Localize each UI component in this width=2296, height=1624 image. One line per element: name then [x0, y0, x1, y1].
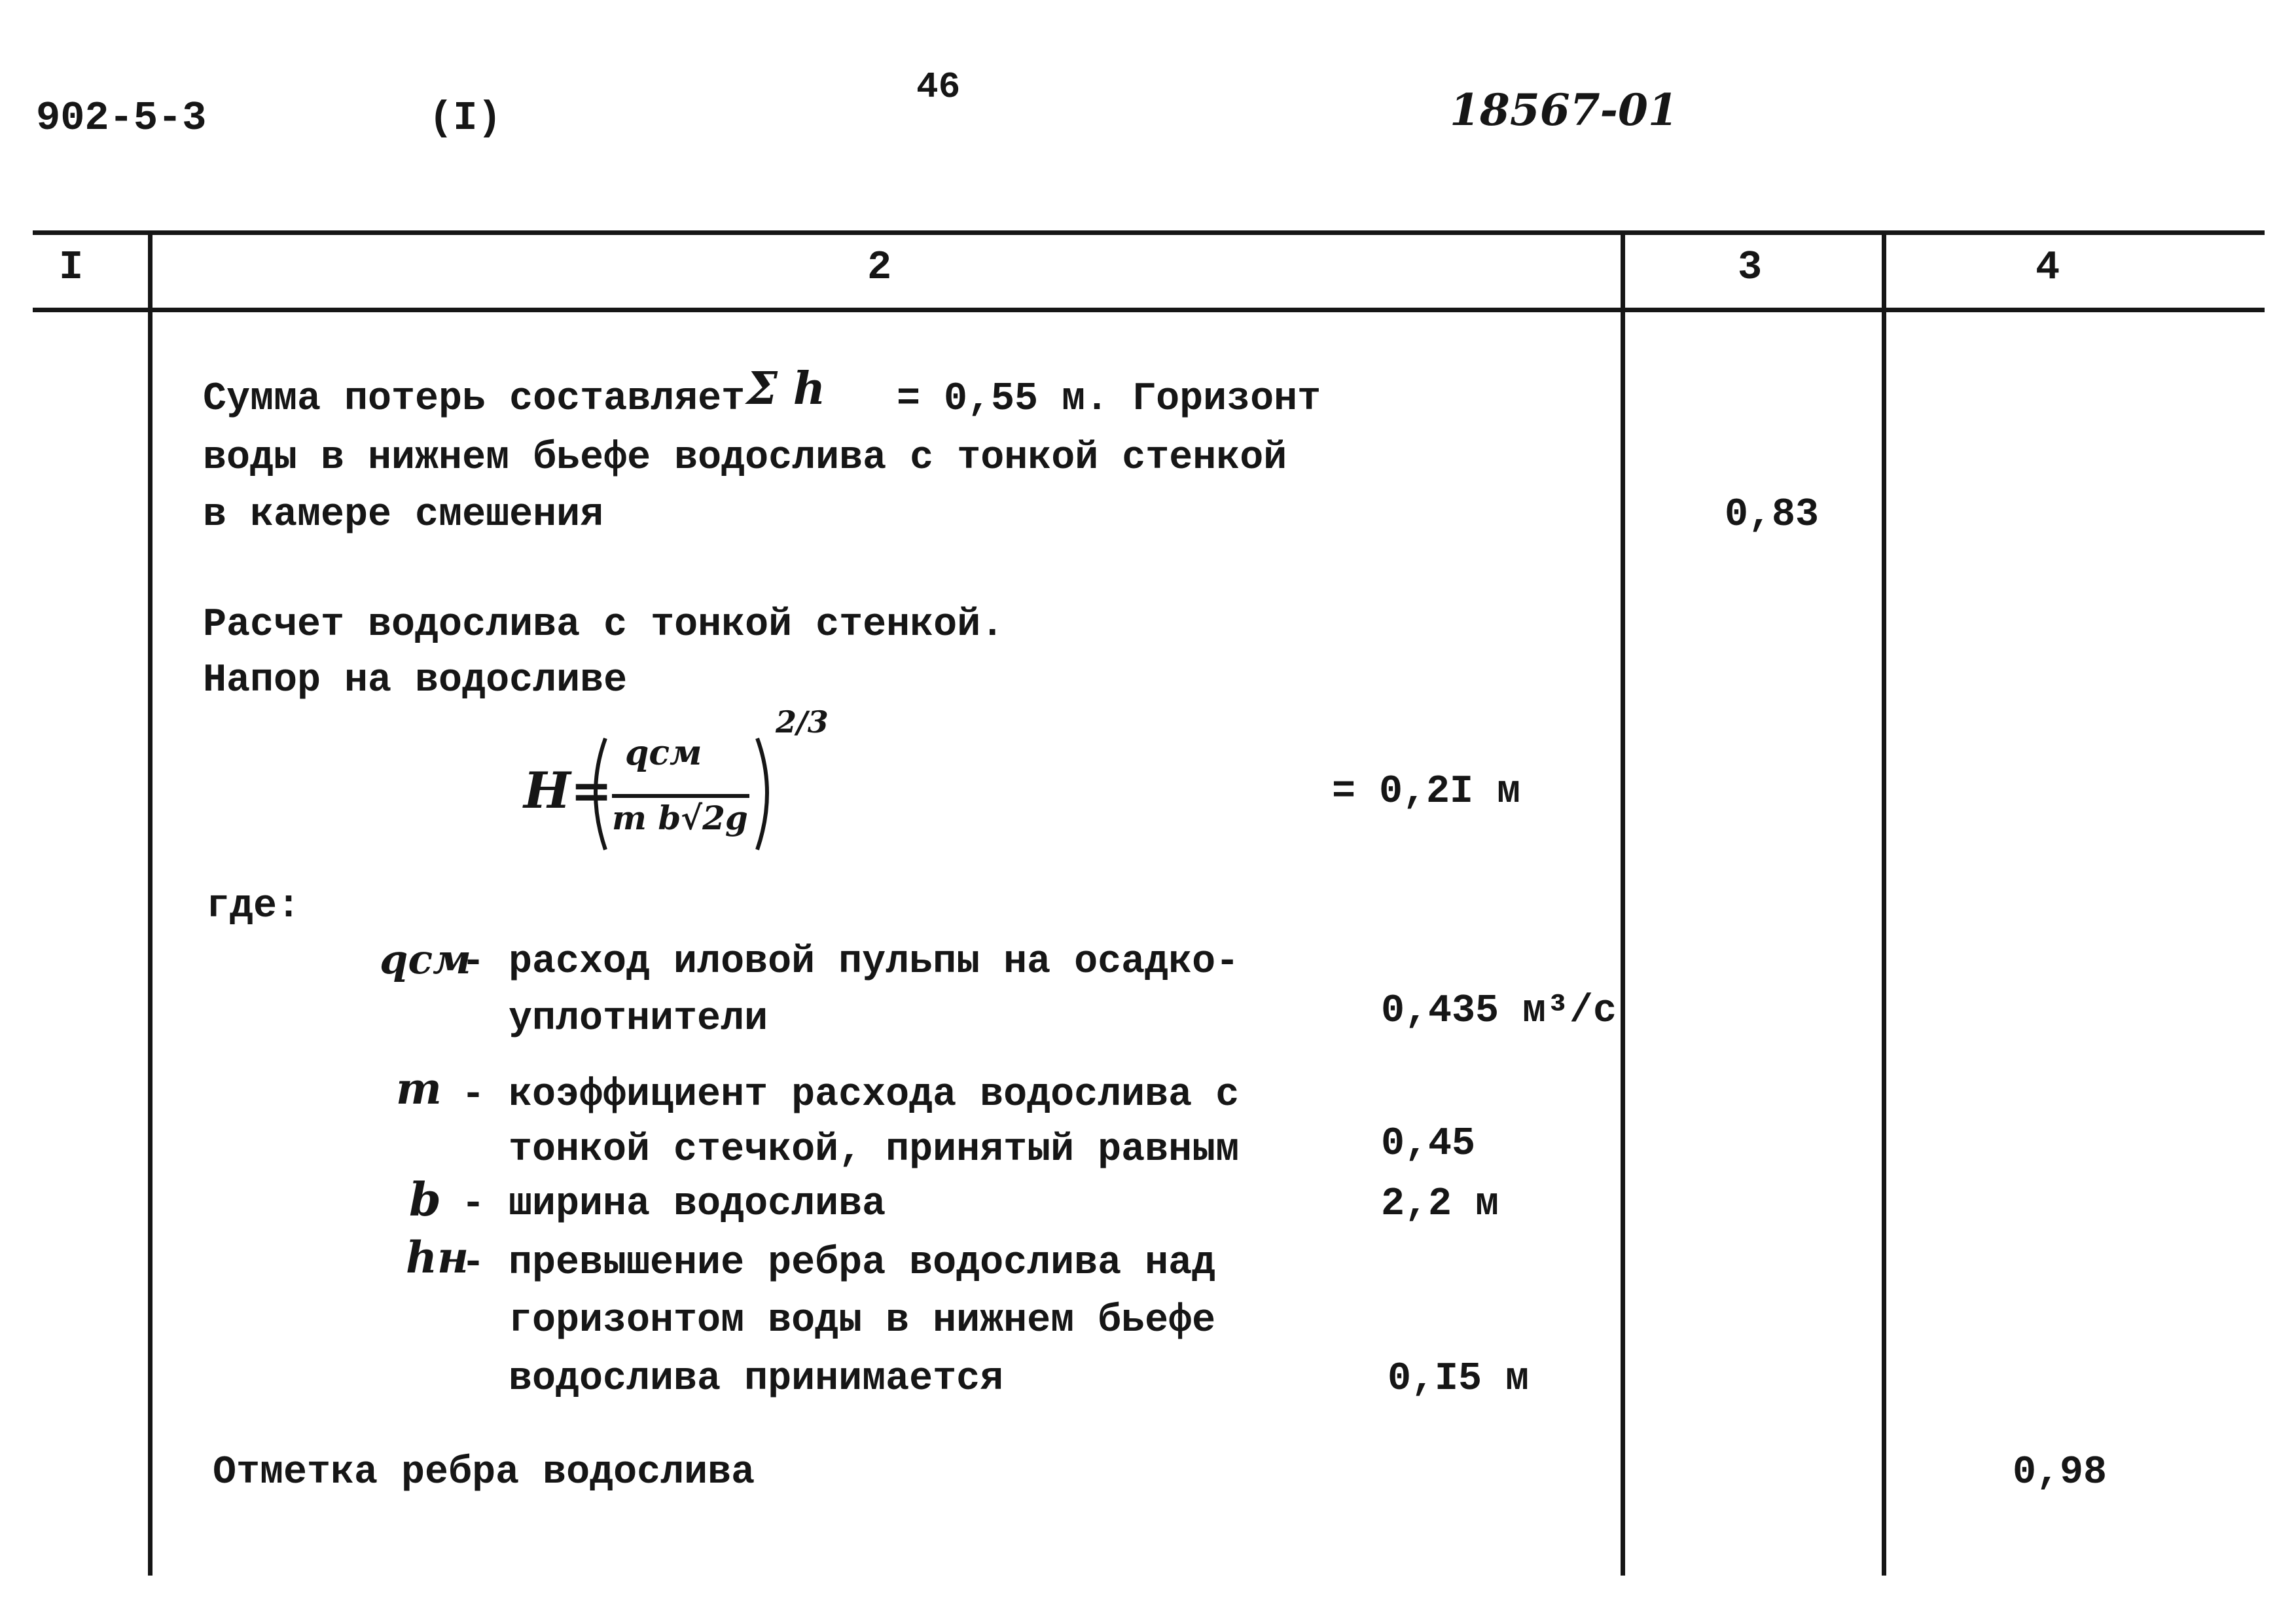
- sum-h-symbol: Σ h: [746, 363, 826, 415]
- symbol-b: b: [409, 1172, 441, 1227]
- where-label: где:: [206, 884, 301, 929]
- column-header-2: 2: [867, 244, 892, 291]
- loss-sum-suffix: = 0,55 м. Горизонт: [897, 377, 1321, 422]
- definition-q-line-2: уплотнители: [461, 997, 768, 1041]
- definition-b-value: 2,2 м: [1381, 1182, 1499, 1227]
- formula-exponent: 2/3: [776, 704, 829, 740]
- downstream-level-value: 0,83: [1725, 493, 1820, 537]
- loss-sum-prefix: Сумма потерь составляет: [203, 377, 745, 422]
- weir-head-label: Напор на водосливе: [203, 659, 628, 703]
- definition-h-line-1: - превышение ребра водослива над: [461, 1241, 1216, 1286]
- crest-mark-value: 0,98: [2013, 1451, 2108, 1495]
- definition-m-value: 0,45: [1381, 1122, 1476, 1166]
- column-divider-3: [1882, 230, 1886, 1576]
- document-code: 902-5-3: [36, 95, 207, 141]
- formula-result: = 0,2I м: [1332, 770, 1521, 814]
- archive-number: 18567-01: [1450, 84, 1678, 135]
- definition-h-value: 0,I5 м: [1388, 1357, 1530, 1401]
- loss-sum-line-2: воды в нижнем бьефе водослива с тонкой стенкой: [203, 436, 1287, 480]
- definition-h-line-2: горизонтом воды в нижнем бьефе: [461, 1299, 1216, 1343]
- definition-q-line-1: - расход иловой пульпы на осадко-: [461, 940, 1240, 984]
- column-header-3: 3: [1738, 244, 1763, 291]
- definition-q-value: 0,435 м³/с: [1381, 989, 1617, 1034]
- definition-b-line-1: - ширина водослива: [461, 1182, 886, 1227]
- symbol-m: m: [396, 1063, 442, 1114]
- definition-m-line-1: - коэффициент расхода водослива с: [461, 1073, 1240, 1117]
- loss-sum-line-3: в камере смешения: [203, 493, 604, 537]
- part-number: (I): [429, 95, 502, 141]
- formula-lhs: H=: [524, 761, 613, 820]
- symbol-q-cm: qсм: [380, 935, 472, 983]
- formula-numerator: qсм: [625, 733, 702, 773]
- definition-h-line-3: водослива принимается: [461, 1357, 1004, 1401]
- column-header-4: 4: [2036, 244, 2060, 291]
- table-top-rule: [33, 230, 2265, 235]
- page-number: 46: [916, 66, 961, 108]
- symbol-h-n: hн: [406, 1232, 469, 1283]
- weir-calc-title: Расчет водослива с тонкой стенкой.: [203, 603, 1005, 647]
- crest-mark-label: Отметка ребра водослива: [213, 1451, 755, 1495]
- formula-denominator: m b√2g: [612, 799, 748, 837]
- table-header-rule: [33, 308, 2265, 312]
- column-header-1: I: [59, 244, 84, 291]
- column-divider-1: [148, 230, 152, 1576]
- definition-m-line-2: тонкой стечкой, принятый равным: [461, 1128, 1240, 1172]
- column-divider-2: [1621, 230, 1625, 1576]
